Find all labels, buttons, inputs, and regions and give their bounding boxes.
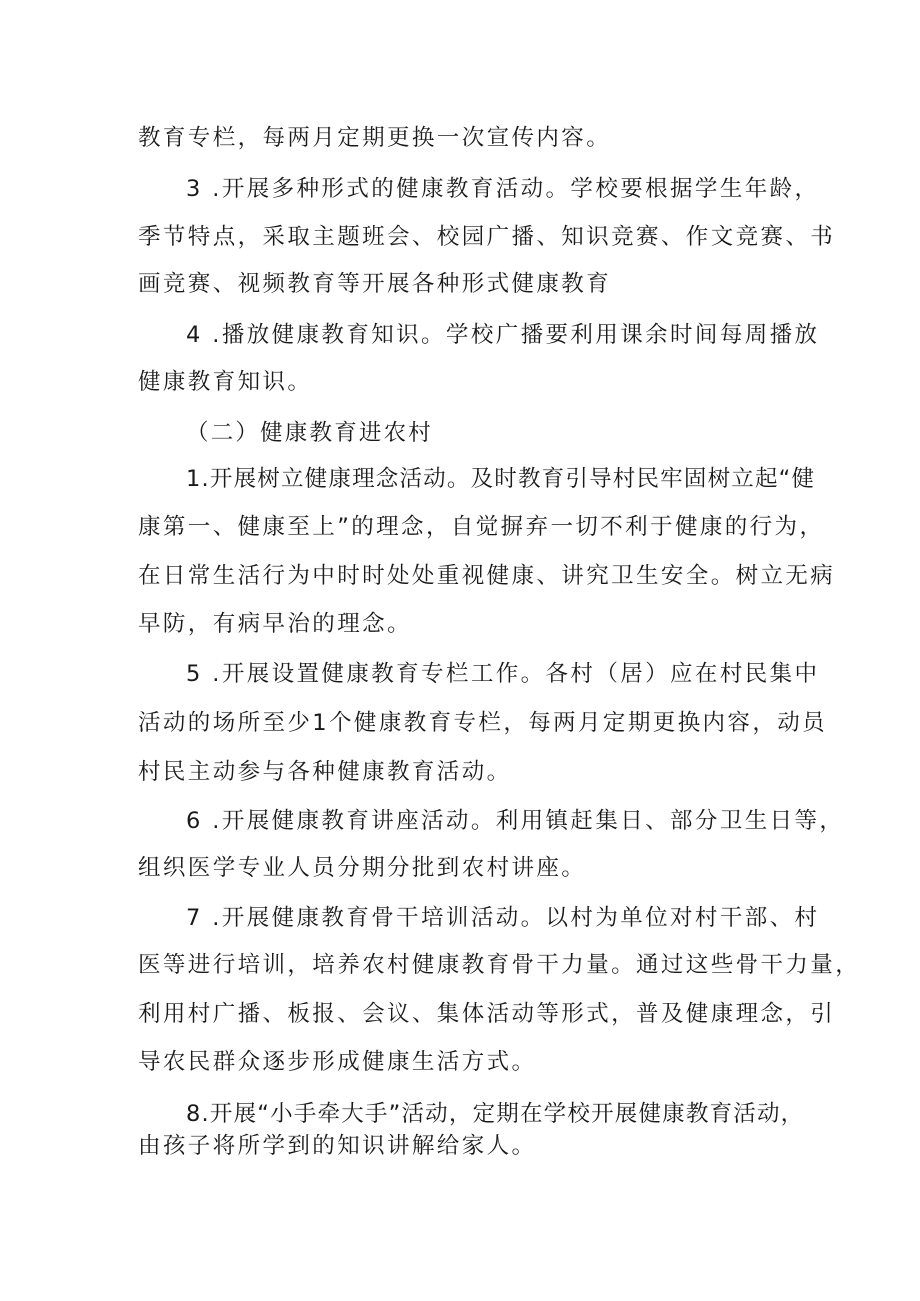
text-line: 1.开展树立健康理念活动。及时教育引导村民牢固树立起“健	[186, 466, 816, 492]
text-line: 组织医学专业人员分期分批到农村讲座。	[138, 855, 587, 881]
text-line: 早防，有病早治的理念。	[138, 611, 412, 637]
text-line: 3 .开展多种形式的健康教育活动。学校要根据学生年龄，	[186, 176, 820, 202]
text-line: 4 .播放健康教育知识。学校广播要利用课余时间每周播放	[186, 322, 820, 348]
text-line: 医等进行培训，培养农村健康教育骨干力量。通过这些骨干力量，	[138, 952, 861, 978]
text-line: 季节特点，采取主题班会、校园广播、知识竞赛、作文竞赛、书	[138, 224, 836, 250]
text-line: 教育专栏，每两月定期更换一次宣传内容。	[138, 125, 612, 151]
text-line: 8.开展“小手牵大手”活动，定期在学校开展健康教育活动，	[186, 1101, 805, 1127]
text-line: 6 .开展健康教育讲座活动。利用镇赶集日、部分卫生日等，	[186, 808, 845, 834]
section-heading: （二）健康教育进农村	[186, 420, 434, 446]
text-line: 在日常生活行为中时时处处重视健康、讲究卫生安全。树立无病	[138, 563, 836, 589]
text-line: 导农民群众逐步形成健康生活方式。	[138, 1049, 537, 1075]
text-line: 村民主动参与各种健康教育活动。	[138, 759, 512, 785]
text-line: 由孩子将所学到的知识讲解给家人。	[138, 1133, 537, 1159]
text-line: 7 .开展健康教育骨干培训活动。以村为单位对村干部、村	[186, 905, 820, 931]
text-line: 健康教育知识。	[138, 369, 313, 395]
text-line: 康第一、健康至上”的理念，自觉摒弃一切不利于健康的行为，	[138, 514, 825, 540]
text-line: 活动的场所至少1个健康教育专栏，每两月定期更换内容，动员	[138, 710, 828, 736]
text-line: 利用村广播、板报、会议、集体活动等形式，普及健康理念，引	[138, 1001, 836, 1027]
text-line: 5 .开展设置健康教育专栏工作。各村（居）应在村民集中	[186, 661, 820, 687]
text-line: 画竞赛、视频教育等开展各种形式健康教育	[138, 271, 612, 297]
